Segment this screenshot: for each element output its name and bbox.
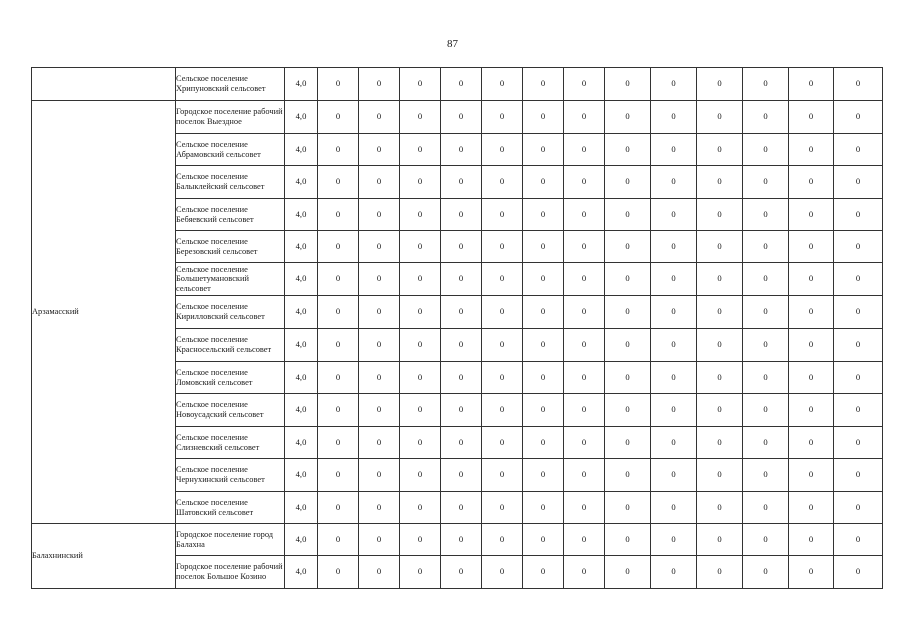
value-cell: 4,0 <box>285 101 318 134</box>
value-cell: 0 <box>697 362 743 394</box>
value-cell: 0 <box>441 524 482 556</box>
value-cell: 0 <box>743 231 789 263</box>
value-cell: 0 <box>789 492 834 524</box>
value-cell: 0 <box>789 68 834 101</box>
value-cell: 0 <box>482 394 523 427</box>
value-cell: 0 <box>789 231 834 263</box>
value-cell: 0 <box>743 459 789 492</box>
settlement-cell: Городское поселение город Балахна <box>176 524 285 556</box>
value-cell: 0 <box>482 101 523 134</box>
value-cell: 0 <box>318 166 359 199</box>
value-cell: 0 <box>605 394 651 427</box>
value-cell: 0 <box>482 231 523 263</box>
value-cell: 0 <box>651 329 697 362</box>
settlement-cell: Сельское поселение Шатовский сельсовет <box>176 492 285 524</box>
value-cell: 0 <box>834 231 883 263</box>
value-cell: 0 <box>605 231 651 263</box>
value-cell: 0 <box>318 296 359 329</box>
district-cell <box>32 68 176 101</box>
value-cell: 0 <box>482 134 523 166</box>
value-cell: 0 <box>697 231 743 263</box>
value-cell: 0 <box>482 362 523 394</box>
value-cell: 0 <box>697 296 743 329</box>
value-cell: 0 <box>743 427 789 459</box>
value-cell: 0 <box>743 296 789 329</box>
value-cell: 0 <box>743 524 789 556</box>
value-cell: 0 <box>789 427 834 459</box>
value-cell: 0 <box>743 134 789 166</box>
value-cell: 4,0 <box>285 556 318 589</box>
value-cell: 0 <box>400 556 441 589</box>
value-cell: 0 <box>482 459 523 492</box>
value-cell: 0 <box>359 459 400 492</box>
value-cell: 0 <box>743 329 789 362</box>
value-cell: 0 <box>359 166 400 199</box>
settlement-cell: Сельское поселение Хрипуновский сельсовет <box>176 68 285 101</box>
settlement-cell: Сельское поселение Большетумановский сельсовет <box>176 263 285 296</box>
value-cell: 0 <box>359 296 400 329</box>
value-cell: 0 <box>789 134 834 166</box>
value-cell: 0 <box>400 166 441 199</box>
value-cell: 0 <box>359 556 400 589</box>
value-cell: 0 <box>697 199 743 231</box>
value-cell: 0 <box>789 459 834 492</box>
value-cell: 0 <box>400 492 441 524</box>
value-cell: 0 <box>605 362 651 394</box>
value-cell: 0 <box>359 394 400 427</box>
value-cell: 0 <box>605 524 651 556</box>
value-cell: 0 <box>482 263 523 296</box>
value-cell: 0 <box>834 524 883 556</box>
table-row <box>32 524 883 556</box>
value-cell: 0 <box>651 68 697 101</box>
value-cell: 0 <box>523 134 564 166</box>
value-cell: 0 <box>651 296 697 329</box>
value-cell: 0 <box>482 68 523 101</box>
value-cell: 0 <box>697 101 743 134</box>
value-cell: 0 <box>523 362 564 394</box>
value-cell: 0 <box>789 524 834 556</box>
value-cell: 0 <box>564 68 605 101</box>
value-cell: 0 <box>789 394 834 427</box>
value-cell: 0 <box>523 231 564 263</box>
value-cell: 0 <box>651 459 697 492</box>
value-cell: 0 <box>441 166 482 199</box>
value-cell: 0 <box>400 427 441 459</box>
value-cell: 0 <box>789 329 834 362</box>
value-cell: 0 <box>441 134 482 166</box>
value-cell: 0 <box>789 101 834 134</box>
data-table <box>31 67 883 589</box>
value-cell: 0 <box>743 492 789 524</box>
value-cell: 0 <box>834 134 883 166</box>
value-cell: 0 <box>318 68 359 101</box>
value-cell: 4,0 <box>285 199 318 231</box>
value-cell: 0 <box>318 199 359 231</box>
value-cell: 0 <box>564 166 605 199</box>
value-cell: 0 <box>834 296 883 329</box>
settlement-cell: Сельское поселение Балыклейский сельсовет <box>176 166 285 199</box>
value-cell: 0 <box>400 134 441 166</box>
value-cell: 0 <box>359 263 400 296</box>
value-cell: 4,0 <box>285 394 318 427</box>
value-cell: 0 <box>834 459 883 492</box>
value-cell: 0 <box>523 101 564 134</box>
value-cell: 0 <box>441 231 482 263</box>
value-cell: 0 <box>359 101 400 134</box>
value-cell: 0 <box>318 134 359 166</box>
value-cell: 0 <box>743 263 789 296</box>
value-cell: 0 <box>564 394 605 427</box>
value-cell: 0 <box>482 556 523 589</box>
value-cell: 0 <box>605 68 651 101</box>
value-cell: 0 <box>400 329 441 362</box>
value-cell: 0 <box>651 556 697 589</box>
settlement-cell: Сельское поселение Новоусадский сельсовет <box>176 394 285 427</box>
settlement-cell: Сельское поселение Бебяевский сельсовет <box>176 199 285 231</box>
value-cell: 0 <box>651 134 697 166</box>
value-cell: 0 <box>697 134 743 166</box>
value-cell: 4,0 <box>285 231 318 263</box>
value-cell: 0 <box>789 166 834 199</box>
value-cell: 4,0 <box>285 427 318 459</box>
value-cell: 0 <box>318 492 359 524</box>
value-cell: 0 <box>318 263 359 296</box>
value-cell: 0 <box>400 263 441 296</box>
value-cell: 0 <box>482 329 523 362</box>
value-cell: 0 <box>318 394 359 427</box>
value-cell: 0 <box>523 556 564 589</box>
value-cell: 0 <box>441 199 482 231</box>
value-cell: 0 <box>564 199 605 231</box>
value-cell: 0 <box>834 556 883 589</box>
value-cell: 0 <box>651 524 697 556</box>
value-cell: 0 <box>441 296 482 329</box>
value-cell: 0 <box>789 263 834 296</box>
value-cell: 0 <box>605 101 651 134</box>
value-cell: 0 <box>651 427 697 459</box>
value-cell: 0 <box>400 459 441 492</box>
value-cell: 0 <box>318 556 359 589</box>
value-cell: 0 <box>651 492 697 524</box>
district-cell: Арзамасский <box>32 101 176 524</box>
value-cell: 0 <box>441 427 482 459</box>
value-cell: 0 <box>359 199 400 231</box>
value-cell: 0 <box>789 296 834 329</box>
value-cell: 0 <box>318 524 359 556</box>
value-cell: 0 <box>523 296 564 329</box>
value-cell: 0 <box>789 362 834 394</box>
value-cell: 0 <box>697 459 743 492</box>
value-cell: 0 <box>523 394 564 427</box>
value-cell: 0 <box>400 296 441 329</box>
value-cell: 0 <box>318 101 359 134</box>
page-number: 87 <box>447 38 458 50</box>
value-cell: 0 <box>523 166 564 199</box>
value-cell: 0 <box>697 263 743 296</box>
value-cell: 0 <box>697 492 743 524</box>
value-cell: 4,0 <box>285 296 318 329</box>
value-cell: 0 <box>834 362 883 394</box>
value-cell: 0 <box>318 459 359 492</box>
value-cell: 0 <box>651 166 697 199</box>
value-cell: 0 <box>789 199 834 231</box>
value-cell: 0 <box>697 394 743 427</box>
value-cell: 0 <box>834 68 883 101</box>
settlement-cell: Городское поселение рабочий поселок Выездное <box>176 101 285 134</box>
value-cell: 0 <box>564 134 605 166</box>
settlement-cell: Сельское поселение Абрамовский сельсовет <box>176 134 285 166</box>
value-cell: 0 <box>651 263 697 296</box>
value-cell: 0 <box>605 329 651 362</box>
value-cell: 4,0 <box>285 166 318 199</box>
value-cell: 0 <box>743 556 789 589</box>
value-cell: 0 <box>441 362 482 394</box>
value-cell: 0 <box>605 459 651 492</box>
value-cell: 0 <box>834 492 883 524</box>
value-cell: 0 <box>482 492 523 524</box>
settlement-cell: Сельское поселение Слизневский сельсовет <box>176 427 285 459</box>
value-cell: 0 <box>834 199 883 231</box>
value-cell: 0 <box>523 68 564 101</box>
value-cell: 0 <box>697 556 743 589</box>
value-cell: 0 <box>743 394 789 427</box>
settlement-cell: Сельское поселение Ломовский сельсовет <box>176 362 285 394</box>
value-cell: 0 <box>359 427 400 459</box>
value-cell: 0 <box>564 263 605 296</box>
value-cell: 0 <box>789 556 834 589</box>
value-cell: 0 <box>834 394 883 427</box>
value-cell: 0 <box>834 166 883 199</box>
value-cell: 0 <box>523 492 564 524</box>
value-cell: 0 <box>441 101 482 134</box>
value-cell: 0 <box>834 329 883 362</box>
value-cell: 0 <box>523 459 564 492</box>
settlement-cell: Сельское поселение Красносельский сельсовет <box>176 329 285 362</box>
value-cell: 0 <box>359 134 400 166</box>
settlement-cell: Сельское поселение Кирилловский сельсовет <box>176 296 285 329</box>
value-cell: 0 <box>400 101 441 134</box>
settlement-cell: Сельское поселение Березовский сельсовет <box>176 231 285 263</box>
table-row <box>32 68 883 101</box>
value-cell: 0 <box>482 524 523 556</box>
value-cell: 0 <box>441 394 482 427</box>
value-cell: 0 <box>564 556 605 589</box>
value-cell: 0 <box>482 199 523 231</box>
value-cell: 0 <box>359 492 400 524</box>
value-cell: 0 <box>564 362 605 394</box>
settlement-cell: Городское поселение рабочий поселок Большое Козино <box>176 556 285 589</box>
value-cell: 0 <box>400 524 441 556</box>
value-cell: 0 <box>400 68 441 101</box>
value-cell: 0 <box>605 427 651 459</box>
value-cell: 0 <box>482 166 523 199</box>
value-cell: 0 <box>697 524 743 556</box>
value-cell: 4,0 <box>285 134 318 166</box>
value-cell: 0 <box>359 329 400 362</box>
value-cell: 0 <box>605 556 651 589</box>
value-cell: 0 <box>564 329 605 362</box>
value-cell: 0 <box>564 427 605 459</box>
table-body <box>32 68 883 589</box>
value-cell: 0 <box>605 134 651 166</box>
value-cell: 0 <box>564 101 605 134</box>
value-cell: 0 <box>697 68 743 101</box>
value-cell: 0 <box>651 394 697 427</box>
value-cell: 0 <box>400 394 441 427</box>
value-cell: 4,0 <box>285 524 318 556</box>
value-cell: 0 <box>318 427 359 459</box>
value-cell: 4,0 <box>285 492 318 524</box>
value-cell: 0 <box>359 362 400 394</box>
value-cell: 0 <box>605 263 651 296</box>
value-cell: 0 <box>743 362 789 394</box>
value-cell: 0 <box>318 231 359 263</box>
value-cell: 0 <box>523 524 564 556</box>
value-cell: 0 <box>482 296 523 329</box>
value-cell: 0 <box>523 427 564 459</box>
value-cell: 0 <box>834 427 883 459</box>
value-cell: 0 <box>743 166 789 199</box>
value-cell: 0 <box>359 231 400 263</box>
value-cell: 4,0 <box>285 459 318 492</box>
value-cell: 0 <box>834 101 883 134</box>
value-cell: 0 <box>318 329 359 362</box>
value-cell: 0 <box>834 263 883 296</box>
value-cell: 0 <box>441 459 482 492</box>
value-cell: 0 <box>359 524 400 556</box>
table-row <box>32 101 883 134</box>
value-cell: 0 <box>605 166 651 199</box>
value-cell: 0 <box>441 329 482 362</box>
value-cell: 0 <box>651 199 697 231</box>
value-cell: 0 <box>400 199 441 231</box>
settlement-cell: Сельское поселение Чернухинский сельсовет <box>176 459 285 492</box>
value-cell: 0 <box>564 459 605 492</box>
value-cell: 0 <box>318 362 359 394</box>
value-cell: 0 <box>651 362 697 394</box>
value-cell: 0 <box>564 524 605 556</box>
value-cell: 4,0 <box>285 362 318 394</box>
value-cell: 0 <box>400 362 441 394</box>
value-cell: 0 <box>564 296 605 329</box>
value-cell: 0 <box>697 166 743 199</box>
value-cell: 0 <box>697 329 743 362</box>
value-cell: 0 <box>359 68 400 101</box>
value-cell: 0 <box>523 199 564 231</box>
value-cell: 0 <box>605 199 651 231</box>
value-cell: 0 <box>651 231 697 263</box>
value-cell: 0 <box>743 199 789 231</box>
value-cell: 0 <box>400 231 441 263</box>
value-cell: 0 <box>482 427 523 459</box>
value-cell: 4,0 <box>285 263 318 296</box>
value-cell: 0 <box>441 556 482 589</box>
value-cell: 0 <box>605 492 651 524</box>
value-cell: 0 <box>441 492 482 524</box>
value-cell: 0 <box>651 101 697 134</box>
value-cell: 0 <box>743 68 789 101</box>
value-cell: 0 <box>523 263 564 296</box>
value-cell: 0 <box>523 329 564 362</box>
value-cell: 0 <box>564 231 605 263</box>
value-cell: 4,0 <box>285 68 318 101</box>
value-cell: 0 <box>564 492 605 524</box>
value-cell: 0 <box>697 427 743 459</box>
district-cell: Балахнинский <box>32 524 176 589</box>
value-cell: 0 <box>441 68 482 101</box>
value-cell: 0 <box>605 296 651 329</box>
value-cell: 4,0 <box>285 329 318 362</box>
value-cell: 0 <box>743 101 789 134</box>
value-cell: 0 <box>441 263 482 296</box>
